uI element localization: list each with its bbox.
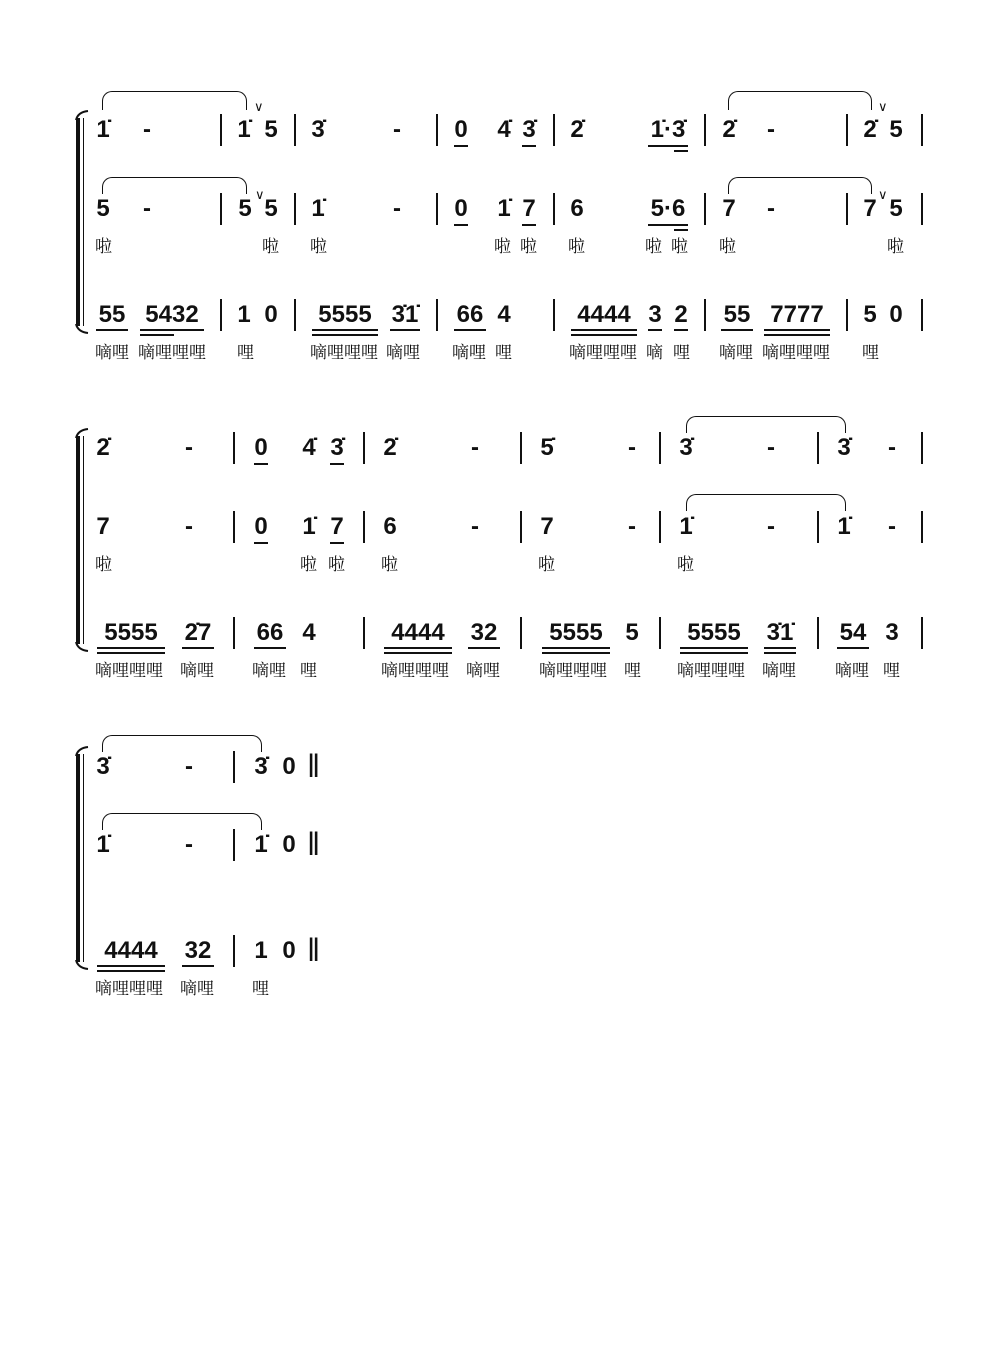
lyric: 啦 [494,237,511,256]
note: 1̇ [237,116,251,143]
note: 5 [238,195,252,222]
barline [921,511,923,543]
note: - [767,116,775,143]
note: 1̇ [96,116,110,143]
underline [312,334,378,336]
note: 66 [256,619,284,646]
note: 7 [540,513,554,540]
note: 0 [264,301,278,328]
lyric: 啦 [887,237,904,256]
note: 7 [522,195,536,222]
breath-mark: ∨ [878,99,888,114]
note: - [143,195,151,222]
lyric: 嘀哩哩哩 [539,661,607,680]
underline [182,647,214,649]
lyric: 啦 [568,237,585,256]
note: - [185,753,193,780]
note: 2̇7 [184,619,212,646]
note: 5 [264,195,278,222]
barline [520,511,522,543]
note: 3̇ [330,434,344,461]
barline [233,511,235,543]
note: 4̇ [497,116,511,143]
barline [233,935,235,967]
lyric: 哩 [495,343,512,362]
note: 1 [237,301,251,328]
note: 7 [330,513,344,540]
lyric: 嘀哩 [95,343,129,362]
lyric: 啦 [310,237,327,256]
barline [921,114,923,146]
note: 4444 [391,619,445,646]
note: 4444 [104,937,158,964]
final-barline: ‖ [307,932,321,968]
barline [704,193,706,225]
note: 2 [674,301,688,328]
barline [553,193,555,225]
lyric: 啦 [719,237,736,256]
underline [680,647,748,649]
barline [846,299,848,331]
underline [254,542,268,544]
lyric: 嘀哩 [180,661,214,680]
barline [520,617,522,649]
slur [686,416,846,433]
lyric: 哩 [673,343,690,362]
lyric: 嘀哩哩哩 [762,343,830,362]
barline [363,617,365,649]
barline [233,432,235,464]
note: 3̇1̇ [766,619,794,646]
barline [553,114,555,146]
lyric: 嘀哩 [252,661,286,680]
underline [97,652,165,654]
underline [182,965,214,967]
final-barline: ‖ [307,826,321,862]
barline [436,193,438,225]
bracket-hooks [74,428,90,652]
underline [254,647,286,649]
note: 1̇·3̇ [650,116,686,143]
note: 5 [889,116,903,143]
note: 3̇ [837,434,851,461]
underline [330,542,344,544]
lyric: 嘀哩 [180,979,214,998]
breath-mark: ∨ [255,187,265,202]
slur [102,177,247,194]
barline [363,432,365,464]
slur [102,91,247,110]
lyric: 嘀哩 [386,343,420,362]
underline [96,329,128,331]
underline [648,224,688,226]
note: - [471,513,479,540]
note: 3 [648,301,662,328]
barline [817,511,819,543]
barline [846,193,848,225]
slur [728,91,872,110]
note: 6 [570,195,584,222]
note: 0 [282,831,296,858]
note: 1̇ [837,513,851,540]
lyric: 嘀哩哩哩 [95,979,163,998]
lyric: 嘀哩哩哩 [310,343,378,362]
underline [764,652,796,654]
lyric: 嘀哩哩哩 [95,661,163,680]
note: 5 [625,619,639,646]
underline [522,145,536,147]
barline [921,299,923,331]
underline [140,334,174,336]
lyric: 嘀哩 [466,661,500,680]
note: 3̇1̇ [391,301,419,328]
note: - [767,513,775,540]
lyric: 嘀哩哩哩 [677,661,745,680]
barline [220,299,222,331]
note: 0 [254,513,268,540]
note: 7 [96,513,110,540]
barline [436,299,438,331]
bracket-hooks [74,746,90,970]
underline [140,329,204,331]
lyric: 啦 [300,555,317,574]
underline [764,329,830,331]
note: 2̇ [96,434,110,461]
barline [704,299,706,331]
lyric: 哩 [300,661,317,680]
underline [674,329,688,331]
lyric: 啦 [328,555,345,574]
lyric: 嘀哩 [762,661,796,680]
note: 32 [184,937,212,964]
barline [921,193,923,225]
note: 1̇ [96,831,110,858]
note: 5555 [104,619,158,646]
lyric: 啦 [645,237,662,256]
note: - [185,513,193,540]
note: 5555 [687,619,741,646]
lyric: 哩 [624,661,641,680]
note: 0 [282,753,296,780]
barline [233,751,235,783]
lyric: 嘀哩哩哩 [381,661,449,680]
note: 3̇ [96,753,110,780]
note: 4 [497,301,511,328]
barline [233,829,235,861]
lyric: 啦 [538,555,555,574]
breath-mark: ∨ [254,99,264,114]
note: 5432 [145,301,199,328]
note: 3̇ [254,753,268,780]
note: 5555 [318,301,372,328]
barline [294,299,296,331]
lyric: 嘀哩 [452,343,486,362]
note: 4 [302,619,316,646]
underline [764,334,830,336]
underline [384,652,452,654]
note: 1̇ [302,513,316,540]
barline [817,617,819,649]
underline [837,647,869,649]
note: 1̇ [254,831,268,858]
slur [686,494,846,511]
barline [659,617,661,649]
barline [704,114,706,146]
underline [254,463,268,465]
note: 7777 [770,301,824,328]
note: - [471,434,479,461]
note: 5 [264,116,278,143]
underline [384,647,452,649]
barline [233,617,235,649]
underline [454,224,468,226]
note: - [767,434,775,461]
barline [921,617,923,649]
lyric: 啦 [520,237,537,256]
note: 6 [383,513,397,540]
note: - [393,116,401,143]
note: 4444 [577,301,631,328]
underline [97,965,165,967]
note: - [143,116,151,143]
note: 5̇ [540,434,554,461]
note: 1 [254,937,268,964]
note: 54 [839,619,867,646]
underline [468,647,500,649]
underline [390,329,420,331]
lyric: 啦 [677,555,694,574]
note: - [888,434,896,461]
barline [520,432,522,464]
note: 0 [254,434,268,461]
lyric: 嘀哩哩哩 [569,343,637,362]
underline [330,463,344,465]
lyric: 啦 [262,237,279,256]
note: 3̇ [679,434,693,461]
barline [553,299,555,331]
note: 55 [723,301,751,328]
note: 3̇ [522,116,536,143]
note: 2̇ [863,116,877,143]
note: 55 [98,301,126,328]
lyric: 啦 [671,237,688,256]
barline [659,511,661,543]
barline [220,193,222,225]
underline [454,145,468,147]
note: 2̇ [722,116,736,143]
slur [102,735,262,752]
note: 32 [470,619,498,646]
lyric: 啦 [381,555,398,574]
note: 1̇ [497,195,511,222]
final-barline: ‖ [307,748,321,784]
breath-mark: ∨ [878,187,888,202]
underline [454,329,486,331]
lyric: 嘀 [646,343,663,362]
lyric: 哩 [883,661,900,680]
slur [728,177,872,194]
underline [542,652,610,654]
note: 0 [454,195,468,222]
note: 1̇ [679,513,693,540]
underline [764,647,796,649]
note: 5 [889,195,903,222]
barline [220,114,222,146]
underline [648,145,688,147]
barline [817,432,819,464]
lyric: 啦 [95,237,112,256]
note: 0 [454,116,468,143]
underline [680,652,748,654]
note: - [767,195,775,222]
lyric: 啦 [95,555,112,574]
barline [846,114,848,146]
barline [436,114,438,146]
barline [294,193,296,225]
note: 0 [282,937,296,964]
note: - [185,434,193,461]
note: - [628,434,636,461]
note: 3̇ [311,116,325,143]
note: 5555 [549,619,603,646]
note: - [628,513,636,540]
barline [294,114,296,146]
note: 5·6 [650,195,686,222]
lyric: 哩 [237,343,254,362]
note: - [393,195,401,222]
underline [312,329,378,331]
note: 5 [863,301,877,328]
bracket-hooks [74,110,90,334]
barline [659,432,661,464]
underline [674,150,688,152]
note: 66 [456,301,484,328]
note: 7 [863,195,877,222]
underline [97,647,165,649]
underline [542,647,610,649]
lyric: 哩 [862,343,879,362]
note: 3 [885,619,899,646]
underline [522,224,536,226]
note: 0 [889,301,903,328]
note: - [888,513,896,540]
underline [648,329,662,331]
note: 1̇ [311,195,325,222]
note: - [185,831,193,858]
lyric: 嘀哩 [719,343,753,362]
slur [102,813,262,830]
underline [571,329,637,331]
underline [571,334,637,336]
note: 4̇ [302,434,316,461]
underline [721,329,753,331]
note: 2̇ [570,116,584,143]
lyric: 嘀哩哩哩 [138,343,206,362]
lyric: 哩 [252,979,269,998]
note: 5 [96,195,110,222]
underline [97,970,165,972]
note: 7 [722,195,736,222]
lyric: 嘀哩 [835,661,869,680]
underline [674,229,688,231]
note: 2̇ [383,434,397,461]
barline [921,432,923,464]
barline [363,511,365,543]
